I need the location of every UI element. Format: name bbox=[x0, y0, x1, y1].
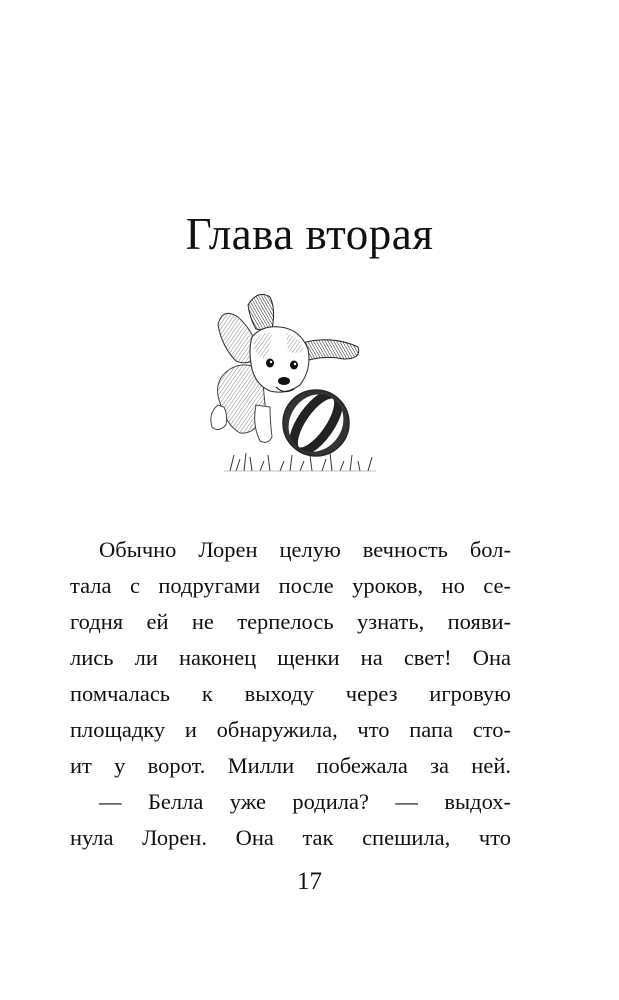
text-line: тала с подругами после уроков, но се- bbox=[70, 573, 511, 598]
body-text bbox=[70, 532, 511, 856]
text-line: Обычно Лорен целую вечность бол- bbox=[99, 537, 511, 562]
text-line: помчалась к выходу через игровую bbox=[70, 681, 511, 706]
text-line: площадку и обнаружила, что папа сто- bbox=[70, 717, 511, 742]
puppy-with-ball-illustration bbox=[200, 285, 390, 485]
chapter-title: Глава вторая bbox=[185, 209, 434, 259]
page-number: 17 bbox=[297, 868, 322, 895]
text-line: нула Лорен. Она так спешила, что bbox=[70, 825, 511, 850]
text-line: — Белла уже родила? — выдох- bbox=[99, 789, 511, 814]
text-line: ит у ворот. Милли побежала за ней. bbox=[70, 753, 511, 778]
text-line: годня ей не терпелось узнать, появи- bbox=[70, 609, 511, 634]
text-line: лись ли наконец щенки на свет! Она bbox=[70, 645, 511, 670]
